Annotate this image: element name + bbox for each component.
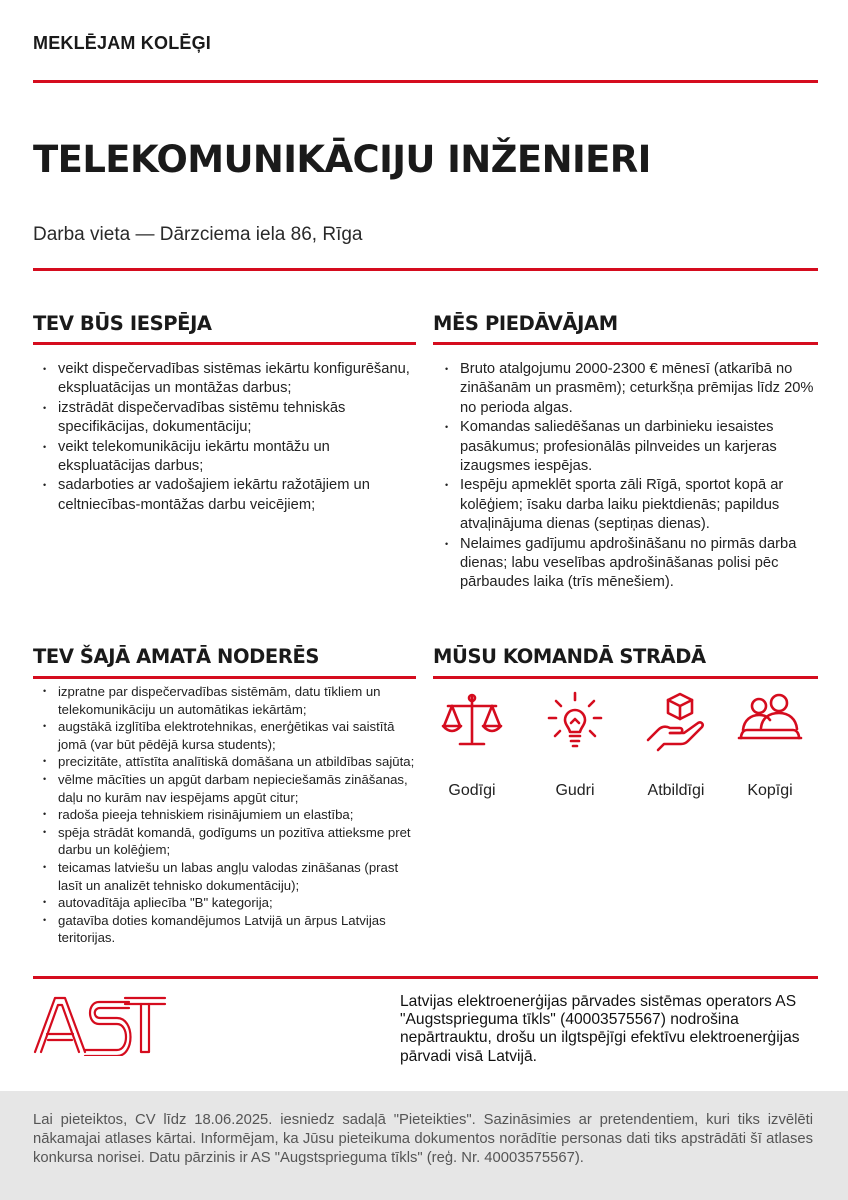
- list-item: • Nelaimes gadījumu apdrošināšanu no pirmās darba dienas; labu veselības apdrošināšanas polisi pēc pārbaudes laika (trīs mēnešiem).: [440, 535, 825, 593]
- divider: [33, 80, 818, 83]
- list-item: • gatavība doties komandējumos Latvijā un ārpus Latvijas teritorijas.: [38, 912, 418, 947]
- offer-list: [440, 360, 825, 593]
- list-item: • vēlme mācīties un apgūt darbam nepieciešamās zināšanas, daļu no kurām nav iespējams apgūt citur;: [38, 771, 418, 806]
- list-item: • augstākā izglītība elektrotehnikas, enerģētikas vai saistītā jomā (var būt pēdējā kursa students);: [38, 718, 418, 753]
- list-item: • radoša pieeja tehniskiem risinājumiem un elastība;: [38, 806, 418, 824]
- location: Darba vieta — Dārzciema iela 86, Rīga: [33, 224, 363, 245]
- value-label: Godīgi: [448, 782, 496, 799]
- company-logo: [33, 994, 167, 1061]
- list-item: • precizitāte, attīstīta analītiskā domāšana un atbildības sajūta;: [38, 753, 418, 771]
- list-item: • izstrādāt dispečervadības sistēmu tehniskās specifikācijas, dokumentāciju;: [38, 399, 423, 438]
- page-title: TELEKOMUNIKĀCIJU INŽENIERI: [33, 138, 651, 181]
- list-item: • veikt telekomunikāciju iekārtu montāžu un ekspluatācijas darbus;: [38, 438, 423, 477]
- value-label: Atbildīgi: [647, 782, 705, 799]
- list-item: • autovadītāja apliecība "B" kategorija;: [38, 894, 418, 912]
- divider: [433, 342, 818, 345]
- divider: [33, 342, 416, 345]
- list-item: • Bruto atalgojumu 2000-2300 € mēnesī (atkarībā no zināšanām un prasmēm); ceturkšņa prēmijas līdz 20% no perioda algas.: [440, 360, 825, 418]
- divider: [33, 268, 818, 271]
- section-heading-offer: MĒS PIEDĀVĀJAM: [433, 312, 618, 335]
- value-item: [432, 690, 512, 800]
- list-item: • teicamas latviešu un labas angļu valodas zināšanas (prast lasīt un analizēt tehnisko dokumentāciju);: [38, 859, 418, 894]
- list-item: • veikt dispečervadības sistēmas iekārtu konfigurēšanu, ekspluatācijas un montāžas darbus;: [38, 360, 423, 399]
- value-label: Gudri: [555, 782, 595, 799]
- section-heading-team: MŪSU KOMANDĀ STRĀDĀ: [433, 645, 706, 668]
- list-item: • sadarboties ar vadošajiem iekārtu ražotājiem un celtniecības-montāžas darbu veicējiem;: [38, 476, 423, 515]
- company-about: Latvijas elektroenerģijas pārvades sistēmas operators AS "Augstsprieguma tīkls" (40003575567) nodrošina nepārtrauktu, drošu un ilgtspējīgi efektīvu elektroenerģijas pārvadi visā Latvijā.: [400, 993, 800, 1065]
- scales-icon: [440, 690, 504, 752]
- footer: [0, 1091, 848, 1200]
- divider: [33, 976, 818, 979]
- list-item: • izpratne par dispečervadības sistēmām, datu tīkliem un telekomunikāciju un automātikas iekārtām;: [38, 683, 418, 718]
- list-item: • Komandas saliedēšanas un darbinieku iesaistes pasākumus; profesionālās pilnveides un karjeras izaugsmes iespējas.: [440, 418, 825, 476]
- footer-text: Lai pieteiktos, CV līdz 18.06.2025. iesniedz sadaļā "Pieteikties". Sazināsimies ar pretendentiem, kuri tiks izvēlēti nākamajai atlases kārtai. Informējam, ka Jūsu pieteikuma dokumentos norādītie personas dati tiks apstrādāti šī atlases konkursa norisei. Datu pārzinis ir AS "Augstsprieguma tīkls" (reģ. Nr. 40003575567).: [33, 1112, 813, 1166]
- divider: [433, 676, 818, 679]
- value-item: [730, 690, 810, 800]
- requirements-list: [38, 683, 418, 947]
- value-label: Kopīgi: [747, 782, 793, 799]
- list-item: • Iespēju apmeklēt sporta zāli Rīgā, sportot kopā ar kolēģiem; īsaku darba laiku piektdienās; papildus atvaļinājuma dienas (septiņas dienas).: [440, 476, 825, 534]
- opportunities-list: [38, 360, 423, 515]
- team-values: [432, 690, 822, 810]
- lightbulb-icon: [543, 690, 607, 752]
- team-icon: [735, 690, 805, 752]
- list-item: • spēja strādāt komandā, godīgums un pozitīva attieksme pret darbu un kolēģiem;: [38, 824, 418, 859]
- section-heading-requirements: TEV ŠAJĀ AMATĀ NODERĒS: [33, 645, 320, 668]
- divider: [33, 676, 416, 679]
- hand-box-icon: [644, 690, 708, 752]
- value-item: [535, 690, 615, 800]
- kicker: MEKLĒJAM KOLĒĢI: [33, 33, 212, 53]
- value-item: [636, 690, 716, 800]
- section-heading-opportunities: TEV BŪS IESPĒJA: [33, 312, 212, 335]
